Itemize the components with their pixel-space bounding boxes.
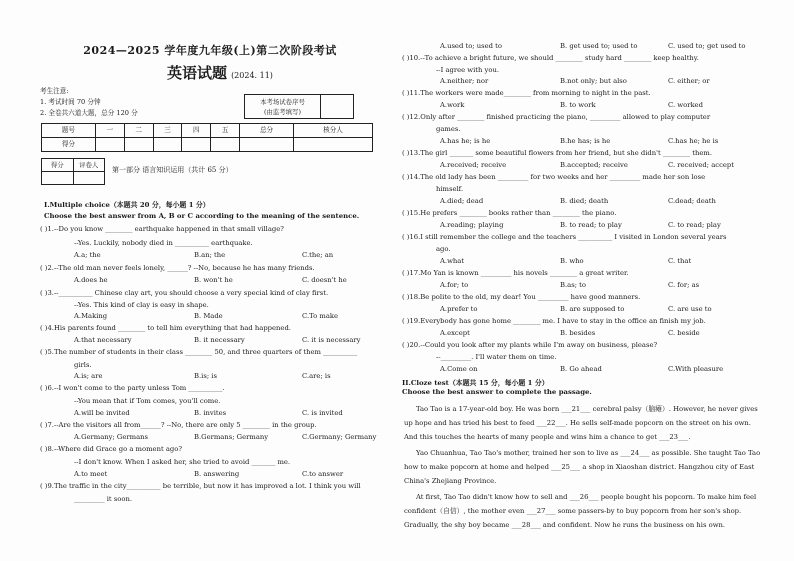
option-a[interactable]: A.does he [74,276,108,284]
option-b[interactable]: B.accepted; receive [560,161,628,169]
right-question-line: ( )16.I still remember the college and the teachers __________ I visited in London several years [402,233,727,241]
option-c[interactable]: C.With pleasure [668,365,724,373]
right-question-line: ago. [436,245,451,253]
option-a[interactable]: A.to meet [74,470,108,478]
left-question-line: ( )4.His parents found ________ to tell him everything that had happened. [40,324,291,332]
option-c[interactable]: C.are; is [302,372,331,380]
option-b[interactable]: B. died; death [560,197,609,205]
passage-paragraph-1: Tao Tao is a 17-year-old boy. He was born ___21___ cerebral palsy（脑瘫）. However, he never gives up hope and has tried his best to feed ___22___. He sells self-made popcorn on the street on his own. And this touches the hearts of many people and wins him a chance to get ___23___. [404,405,758,441]
option-c[interactable]: C. for; as [668,281,700,289]
left-question-line: _________ it soon. [74,495,133,503]
option-a[interactable]: A.Making [74,312,108,320]
subject-title: 英语试题 [167,64,228,82]
option-b[interactable]: B.he has; is he [560,137,611,145]
section1-instruction: Choose the best answer from A, B or C according to the meaning of the sentence. [44,212,360,220]
left-question-line: ( )1.--Do you know ________ earthquake happened in that small village? [40,225,284,233]
right-question-line: ( )15.He prefers ________ books rather than ________ the piano. [402,209,617,217]
option-b[interactable]: B.an; the [194,251,226,259]
right-question-line: games. [436,125,461,133]
exam-title: 2024—2025 学年度九年级(上)第二次阶段考试 [83,44,337,57]
passage-paragraph-3: At first, Tao Tao didn't know how to sell and ___26___ people bought his popcorn. To make him feel confident（自信）, the mother even ___27___ some passers-by to buy popcorn from her son's shop. Gradually, the shy boy became ___28___ and confident. Now he runs the business on his own. [404,493,757,529]
score-cell[interactable] [211,138,240,152]
option-c[interactable]: C.has he; he is [668,137,719,145]
option-a[interactable]: A.died; dead [440,197,484,205]
option-c[interactable]: C. received; accept [668,161,734,169]
right-question-line: ( )20.--Could you look after my plants while I'm away on business, please? [402,341,658,349]
seat-label-line1: 本考场试卷序号 [260,98,305,106]
option-c[interactable]: C.the; an [302,251,334,259]
option-a[interactable]: A.is; are [74,372,103,380]
right-question-line: ( )13.The girl _______ some beautiful flowers from her friend, but she didn't ________ them. [402,149,712,157]
score-header-cell: 一 [95,124,124,138]
seat-number-field[interactable] [321,95,353,118]
option-c[interactable]: C. beside [668,329,700,337]
option-a[interactable]: A.reading; playing [440,221,504,229]
grader-name-field[interactable] [73,172,105,185]
option-c[interactable]: C. used to; get used to [668,42,746,50]
option-b[interactable]: B. won't he [194,276,233,284]
grader-header-row [42,159,104,172]
option-c[interactable]: C.dead; death [668,197,716,205]
option-a[interactable]: A.will be invited [74,409,130,417]
option-a[interactable]: A.received; receive [440,161,507,169]
option-b[interactable]: B.not only; but also [560,77,627,85]
seat-number-box [244,94,354,119]
section2-title: II.Cloze test（本题共 15 分，每小题 1 分） [402,379,549,387]
score-header-cell: 四 [182,124,211,138]
option-c[interactable]: C. it is necessary [302,336,361,344]
left-question-line: --You mean that if Tom comes, you'll come. [74,397,221,405]
right-question-line: ( )12.Only after ________ finished practicing the piano, _________ allowed to play computer [402,113,711,121]
grader-score-field[interactable] [42,172,73,185]
left-question-line: ( )3.--__________ Chinese clay art, you should choose a very special kind of clay first. [40,289,329,297]
section2-instruction: Choose the best answer to complete the passage. [402,388,592,396]
exam-date: (2024. 11) [231,71,273,80]
option-b[interactable]: B. besides [560,329,596,337]
right-question-line: --_________. I'll water them on time. [436,353,557,361]
option-b[interactable]: B.Germans; Germany [194,433,269,441]
score-header-cell: 三 [153,124,182,138]
grader-entry-row [42,172,104,185]
left-question-line: ( )9.The traffic in the city__________ be terrible, but now it has improved a lot. I think you will [40,482,361,490]
option-b[interactable]: B.as; to [560,281,586,289]
notes-heading: 考生注意: [40,87,69,95]
option-c[interactable]: C.To make [302,312,339,320]
option-a[interactable]: A.work [440,101,465,109]
score-cell[interactable] [95,138,124,152]
left-question-line: ( )7.--Are the visitors all from______? --No, there are only 5 ________ in the group. [40,421,317,429]
right-question-line: ( )14.The old lady has been _________ for two weeks and her _________ made her son lose [402,173,706,181]
option-a[interactable]: A.for; to [440,281,469,289]
part1-heading: 第一部分 语言知识运用（共计 65 分） [112,166,233,174]
notes-item-2: 2. 全卷共六道大题，总分 120 分 [40,109,138,117]
option-b[interactable]: B. are supposed to [560,305,625,313]
option-b[interactable]: B. to work [560,101,596,109]
left-question-line: --Yes. This kind of clay is easy in shape. [74,301,209,309]
left-question-line: girls. [74,361,92,369]
score-cell[interactable] [240,138,294,152]
option-a[interactable]: A.neither; nor [440,77,489,85]
option-c[interactable]: C. is invited [302,409,343,417]
score-table [41,123,373,152]
option-b[interactable]: B. answering [194,470,240,478]
option-a[interactable]: A.what [440,257,465,265]
score-header-cell: 核分人 [294,124,373,138]
score-cell[interactable] [153,138,182,152]
score-header-cell: 题号 [42,124,96,138]
option-a[interactable]: A.a; the [74,251,101,259]
option-c[interactable]: C.Germany; Germany [302,433,377,441]
option-b[interactable]: B. get used to; used to [560,42,638,50]
option-c[interactable]: C. to read; play [668,221,721,229]
exam-subtitle [110,66,330,82]
option-b[interactable]: B. it necessary [194,336,245,344]
option-c[interactable]: C. doesn't he [302,276,347,284]
score-cell[interactable] [182,138,211,152]
seat-label-line2: (由监考填写) [264,108,301,116]
left-question-line: ( )2.--The old man never feels lonely, ______? --No, because he has many friends. [40,264,315,272]
passage-paragraph-2: Yao Chuanhua, Tao Tao's mother, trained her son to live as ___24___ as possible. She taught Tao Tao how to make popcorn at home and helped ___25___ a shop in Xiaoshan district. Hangzhou city of East China's Zhejiang Province. [404,449,761,485]
right-question-line: ( )17.Mo Yan is known _________ his novels ________ a great writer. [402,269,629,277]
option-b[interactable]: B. Made [194,312,223,320]
right-question-line: himself. [436,185,464,193]
option-b[interactable]: B. invites [194,409,227,417]
option-c[interactable]: C. are use to [668,305,712,313]
score-row-label: 得分 [42,138,96,152]
left-question-line: ( )8.--Where did Grace go a moment ago? [40,445,182,453]
option-a[interactable]: A.that necessary [74,336,132,344]
option-b[interactable]: B. Go ahead [560,365,602,373]
option-a[interactable]: A.has he; is he [440,137,491,145]
grader-box [41,158,105,185]
exam-notes [40,86,138,119]
grader-score-label: 得分 [50,161,64,169]
left-question-line: --I don't know. When I asked her, she tried to avoid _______ me. [74,458,291,466]
option-c[interactable]: C.to answer [302,470,344,478]
score-cell[interactable] [294,138,373,152]
right-question-line: --I agree with you. [436,66,500,74]
option-a[interactable]: A.Come on [440,365,478,373]
option-a[interactable]: A.except [440,329,470,337]
left-question-line: ( )6.--I won't come to the party unless Tom __________. [40,384,225,392]
right-question-line: ( )11.The workers were made________ from morning to night in the past. [402,89,651,97]
score-header-cell: 总分 [240,124,294,138]
score-header-cell: 五 [211,124,240,138]
notes-item-1: 1. 考试时间 70 分钟 [40,98,101,106]
grader-name-label: 评卷人 [73,159,105,171]
right-question-line: ( )19.Everybody has gone home ________ me. I have to stay in the office an finish my job. [402,317,706,325]
option-c[interactable]: C. that [668,257,692,265]
option-b[interactable]: B.is; is [194,372,217,380]
option-c[interactable]: C. either; or [668,77,710,85]
option-a[interactable]: A.used to; used to [440,42,502,50]
option-c[interactable]: C. worked [668,101,703,109]
score-cell[interactable] [124,138,153,152]
score-header-row [42,124,373,138]
right-question-line: ( )18.Be polite to the old, my dear! You _________ have good manners. [402,293,641,301]
score-header-cell: 二 [124,124,153,138]
option-a[interactable]: A.prefer to [440,305,478,313]
left-question-line: ( )5.The number of students in their class ________ 50, and three quarters of them __________ [40,348,358,356]
seat-number-label [245,95,321,118]
option-a[interactable]: A.Germany; Germans [74,433,148,441]
option-b[interactable]: B. to read; to play [560,221,622,229]
option-b[interactable]: B. who [560,257,584,265]
section1-title: I.Multiple choice（本题共 20 分，每小题 1 分） [44,201,210,209]
score-value-row [42,138,373,152]
left-question-line: --Yes. Luckily, nobody died in __________ earthquake. [74,239,253,247]
right-question-line: ( )10.--To achieve a bright future, we should ________ study hard ________ keep healthy. [402,54,699,62]
